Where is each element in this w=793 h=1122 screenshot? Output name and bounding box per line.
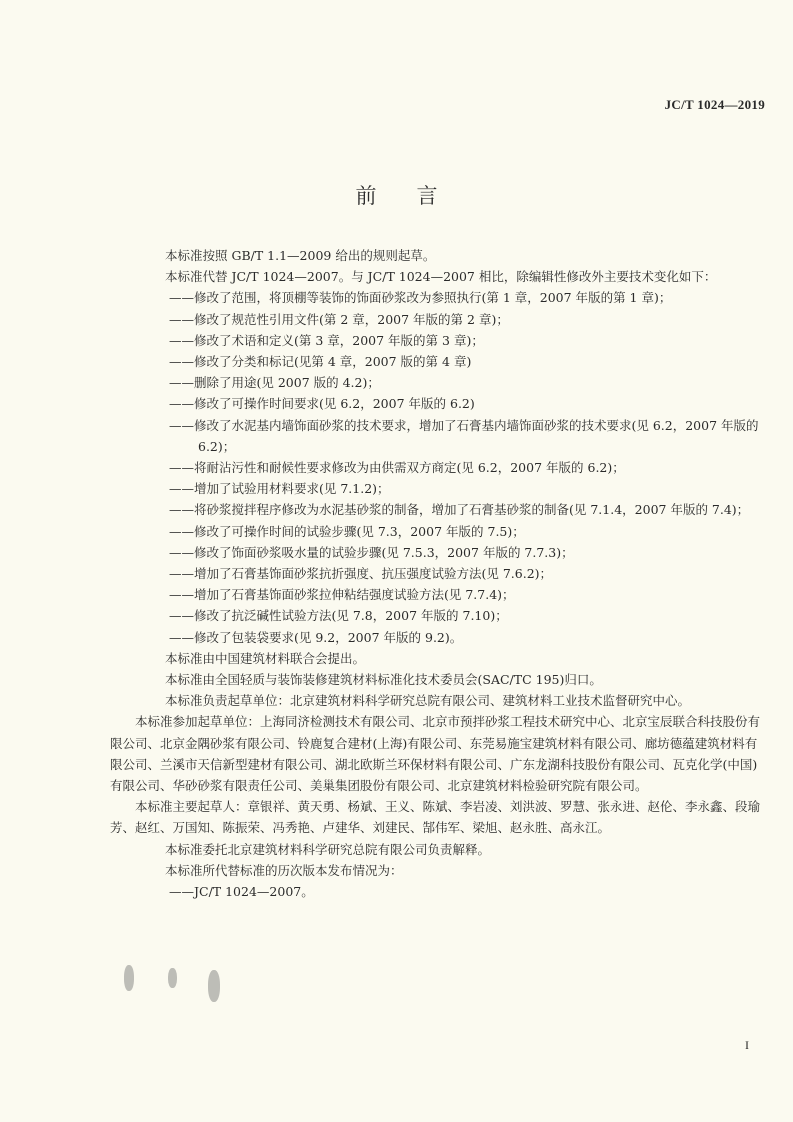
- change-item: ——修改了分类和标记(见第 4 章，2007 版的第 4 章): [169, 354, 472, 370]
- change-item: ——修改了术语和定义(第 3 章，2007 年版的第 3 章)；: [169, 332, 484, 348]
- change-item: ——修改了规范性引用文件(第 2 章，2007 年版的第 2 章)；: [169, 311, 509, 327]
- change-item: ——修改了可操作时间的试验步骤(见 7.3，2007 年版的 7.5)；: [169, 523, 525, 539]
- paragraph: 本标准所代替标准的历次版本发布情况为：: [165, 862, 403, 878]
- scan-smudge: [208, 970, 220, 1002]
- page-title: 前言: [355, 184, 478, 208]
- change-item: ——修改了抗泛碱性试验方法(见 7.8，2007 年版的 7.10)；: [169, 608, 508, 624]
- paragraph: 本标准由中国建筑材料联合会提出。: [165, 650, 366, 666]
- change-item: ——将砂浆搅拌程序修改为水泥基砂浆的制备，增加了石膏基砂浆的制备(见 7.1.4，2007 年版的 7.4)；: [169, 502, 750, 518]
- foreword-body: [110, 245, 765, 902]
- change-item: ——修改了饰面砂浆吸水量的试验步骤(见 7.5.3，2007 年版的 7.7.3)；: [169, 544, 574, 560]
- paragraph: 本标准按照 GB/T 1.1—2009 给出的规则起草。: [165, 248, 436, 263]
- change-item: ——修改了水泥基内墙饰面砂浆的技术要求，增加了石膏基内墙饰面砂浆的技术要求(见 6.2，2007 年版的 6.2)；: [169, 417, 759, 454]
- history-item: ——JC/T 1024—2007。: [169, 884, 314, 900]
- change-item: ——修改了包装袋要求(见 9.2，2007 年版的 9.2)。: [169, 629, 463, 645]
- change-item: ——增加了石膏基饰面砂浆抗折强度、抗压强度试验方法(见 7.6.2)；: [169, 566, 553, 582]
- page-number: I: [745, 1038, 749, 1052]
- paragraph: 本标准负责起草单位：北京建筑材料科学研究总院有限公司、建筑材料工业技术监督研究中心。: [165, 693, 691, 709]
- change-item: ——修改了范围，将顶棚等装饰的饰面砂浆改为参照执行(第 1 章，2007 年版的第 1 章)；: [169, 290, 672, 306]
- paragraph: 本标准由全国轻质与装饰装修建筑材料标准化技术委员会(SAC/TC 195)归口。: [165, 672, 602, 688]
- change-item: ——修改了可操作时间要求(见 6.2，2007 年版的 6.2): [169, 396, 475, 412]
- scan-smudge: [168, 968, 177, 988]
- change-item: ——增加了石膏基饰面砂浆拉伸粘结强度试验方法(见 7.7.4)；: [169, 587, 515, 603]
- paragraph: 本标准委托北京建筑材料科学研究总院有限公司负责解释。: [165, 841, 491, 857]
- standard-code: JC/T 1024—2019: [664, 97, 765, 112]
- change-item: ——增加了试验用材料要求(见 7.1.2)；: [169, 481, 390, 497]
- paragraph-participants: 本标准参加起草单位：上海同济检测技术有限公司、北京市预拌砂浆工程技术研究中心、北京宝辰联合科技股份有限公司、北京金隅砂浆有限公司、铃鹿复合建材(上海)有限公司、东莞易施宝建筑材料有限公司、廊坊德蕴建筑材料有限公司、兰溪市天信新型建材有限公司、湖北欧斯兰环保材料有限公司、广东龙湖科技股份有限公司、瓦克化学(中国)有限公司、华砂砂浆有限责任公司、美巢集团股份有限公司、北京建筑材料检验研究院有限公司。: [110, 714, 761, 794]
- change-item: ——删除了用途(见 2007 版的 4.2)；: [169, 375, 380, 391]
- paragraph-drafters: 本标准主要起草人：章银祥、黄天勇、杨斌、王义、陈斌、李岩凌、刘洪波、罗慧、张永进、赵伦、李永鑫、段瑜芳、赵红、万国知、陈振荣、冯秀艳、卢建华、刘建民、郜伟军、梁旭、赵永胜、高永江。: [110, 799, 761, 836]
- change-item: ——将耐沾污性和耐候性要求修改为由供需双方商定(见 6.2，2007 年版的 6.2)；: [169, 460, 625, 476]
- scan-smudge: [124, 965, 134, 991]
- paragraph: 本标准代替 JC/T 1024—2007。与 JC/T 1024—2007 相比，除编辑性修改外主要技术变化如下：: [165, 269, 717, 285]
